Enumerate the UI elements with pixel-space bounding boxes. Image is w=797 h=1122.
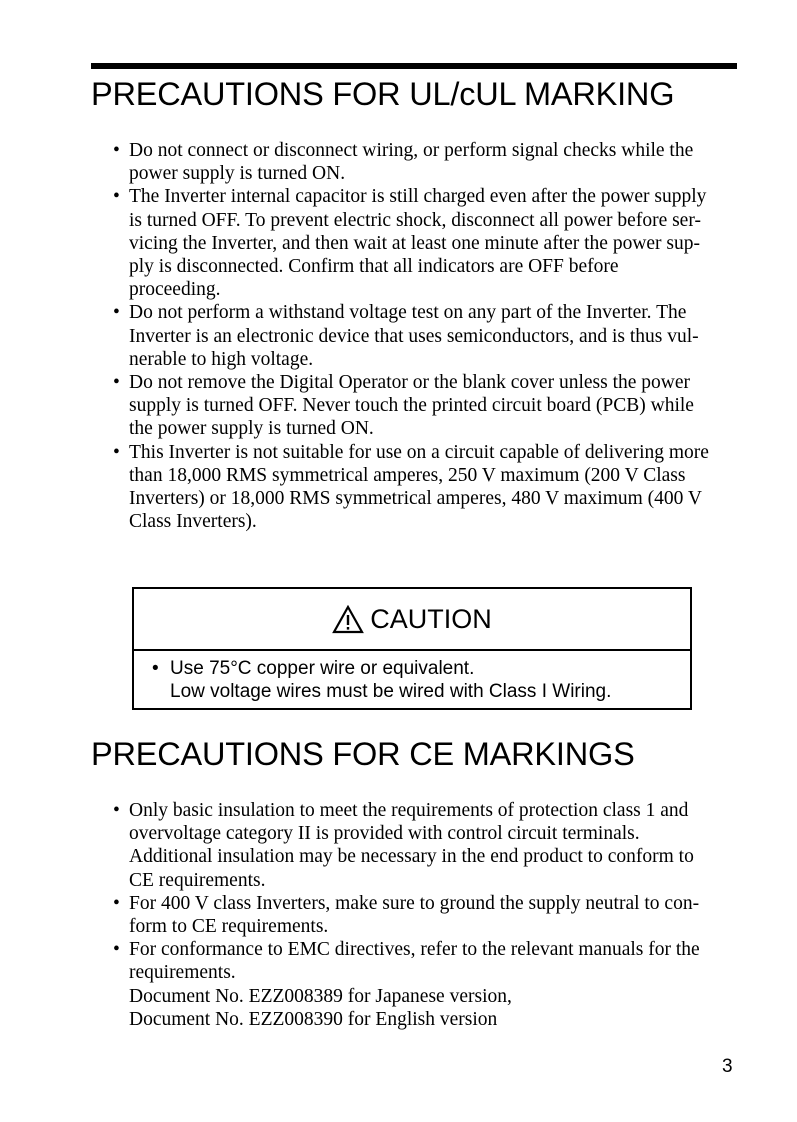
bullet: • (113, 800, 120, 821)
warning-triangle-icon (332, 605, 364, 634)
list-item: • Do not remove the Digital Operator or the blank cover unless the power supply is turned OFF. Never touch the printed circuit board (PCB) while the power supply is turned ON. (113, 372, 694, 440)
bullet: • (113, 186, 120, 208)
ce-precautions-list (113, 799, 729, 1031)
bullet: • (113, 140, 120, 161)
bullet: • (113, 892, 120, 914)
caution-line-2: Low voltage wires must be wired with Class I Wiring. (170, 681, 612, 702)
top-rule (91, 63, 737, 69)
list-item: • Only basic insulation to meet the requirements of protection class 1 and overvoltage category II is provided with control circuit terminals. Additional insulation may be necessary in the end product to conform to CE requirements. (113, 800, 694, 891)
section-title-ul: PRECAUTIONS FOR UL/cUL MARKING (91, 76, 675, 112)
caution-body (152, 657, 611, 703)
bullet: • (113, 441, 120, 463)
list-item: • This Inverter is not suitable for use on a circuit capable of delivering more than 18,000 RMS symmetrical amperes, 250 V maximum (200 V Class Inverters) or 18,000 RMS symmetrical amperes, 480 V maximum (400 V Class Inverters). (113, 441, 709, 533)
list-item: • The Inverter internal capacitor is still charged even after the power supply is turned OFF. To prevent electric shock, disconnect all power before ser- vicing the Inverter, and then wait at least one minute after the power sup- ply is disconnected. Confirm that all indicators are OFF before proceeding. (113, 186, 707, 301)
bullet: • (113, 372, 120, 394)
caution-line-1: • Use 75°C copper wire or equivalent. (152, 658, 475, 679)
list-item: • Do not perform a withstand voltage test on any part of the Inverter. The Inverter is an electronic device that uses semiconductors, and is thus vul- nerable to high voltage. (113, 302, 699, 370)
list-item: • Do not connect or disconnect wiring, or perform signal checks while the power supply is turned ON. (113, 140, 694, 185)
caution-header (134, 589, 690, 651)
bullet: • (152, 658, 159, 679)
bullet: • (113, 302, 120, 324)
caution-title: CAUTION (370, 603, 492, 634)
list-item: • For conformance to EMC directives, refer to the relevant manuals for the requirements. Document No. EZZ008389 for Japanese version, Document No. EZZ008390 for English version (113, 939, 700, 1030)
list-item: • For 400 V class Inverters, make sure to ground the supply neutral to con- form to CE requirements. (113, 892, 700, 938)
page-number: 3 (722, 1056, 733, 1077)
caution-box (132, 587, 692, 710)
bullet: • (113, 939, 120, 961)
ul-precautions-list (113, 139, 729, 533)
section-title-ce: PRECAUTIONS FOR CE MARKINGS (91, 736, 635, 772)
